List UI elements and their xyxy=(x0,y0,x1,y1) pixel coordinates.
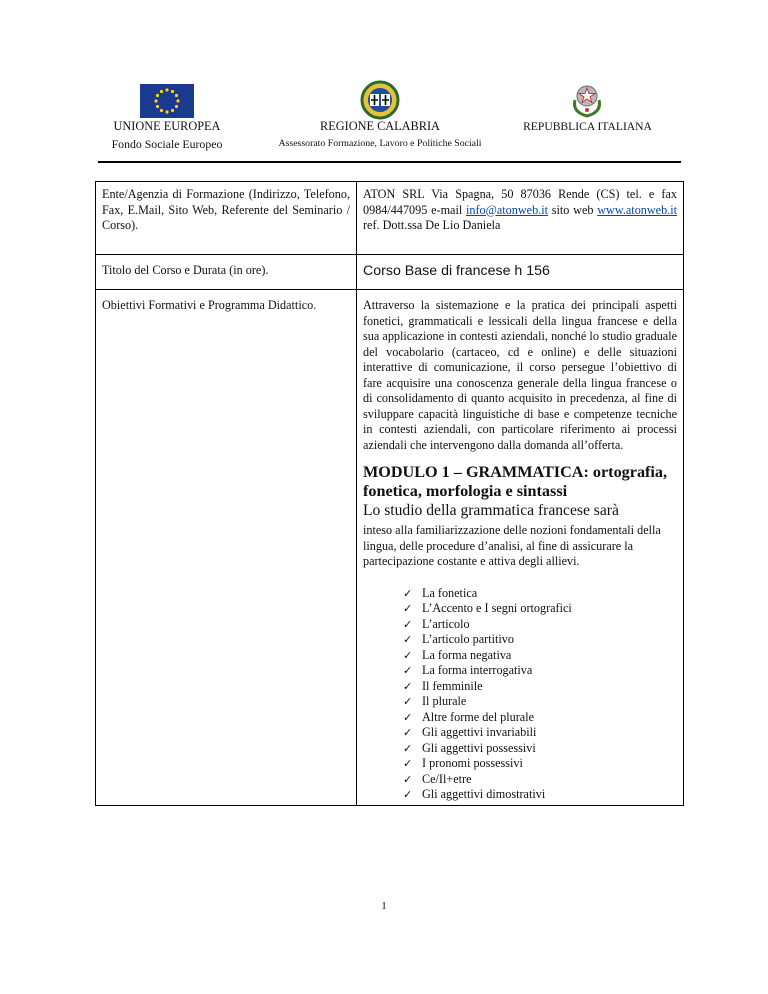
course-title-value xyxy=(357,255,684,290)
checkmark-icon: ✓ xyxy=(403,695,413,708)
topic-label: Gli aggettivi dimostrativi xyxy=(422,787,546,801)
table-row xyxy=(96,290,684,806)
table-row xyxy=(96,182,684,255)
region-caption xyxy=(240,119,520,150)
objectives-label: Obiettivi Formativi e Programma Didattico. xyxy=(96,290,357,806)
italy-caption-line1: REPUBBLICA ITALIANA xyxy=(523,120,652,133)
topic-label: L’Accento e I segni ortografici xyxy=(422,601,572,615)
checkmark-icon: ✓ xyxy=(403,772,413,786)
checkmark-icon: ✓ xyxy=(403,741,413,755)
topic-label: Gli aggettivi invariabili xyxy=(422,725,537,739)
topic-label: I pronomi possessivi xyxy=(422,756,523,770)
repubblica-italiana-emblem xyxy=(570,80,604,118)
checkmark-icon: ✓ xyxy=(403,788,413,801)
topic-label: La fonetica xyxy=(422,585,478,600)
page-number: 1 xyxy=(381,900,387,912)
topic-label: L’articolo partitivo xyxy=(422,632,514,646)
module-title: MODULO 1 – GRAMMATICA: ortografia, fonetica, morfologia e sintassi xyxy=(363,463,668,500)
topic-label: Ce/Il+etre xyxy=(422,771,472,786)
email-link[interactable]: info@atonweb.it xyxy=(466,202,548,217)
topic-label: Il femminile xyxy=(422,678,483,693)
website-link[interactable]: www.atonweb.it xyxy=(597,202,677,217)
agency-address-text: ATON SRL Via Spagna, 50 87036 Rende (CS) tel. e fax 0984/447095 e-mail xyxy=(363,187,677,217)
topic-label: Gli aggettivi possessivi xyxy=(422,740,536,755)
table-row xyxy=(96,255,684,290)
list-item xyxy=(403,787,677,803)
list-item xyxy=(403,617,677,633)
checkmark-icon: ✓ xyxy=(403,710,413,724)
objectives-intro: Attraverso la sistemazione e la pratica dei principali aspetti fonetici, grammaticali e lessicali della lingua francese e della sua applicazione in contesti aziendali, nonché lo studio graduale del vocabolario (cartaceo, cd e online) e delle situazioni interattive di comunicazione, il corso persegue l’obiettivo di fare acquisire una conoscenza generale della lingua francese o di consolidamento di quanto acquisito in precedenza, al fine di sviluppare capacità linguistiche di base e competenze tecniche in contesti aziendali, con particolare riferimento ai processi aziendali che intervengono dalla domanda all’offerta. xyxy=(363,298,677,452)
checkmark-icon: ✓ xyxy=(403,757,413,770)
topic-label: Altre forme del plurale xyxy=(422,709,535,724)
eu-caption-line1: UNIONE EUROPEA xyxy=(113,119,221,133)
header-divider xyxy=(98,161,681,163)
eu-caption xyxy=(93,119,241,152)
module-subtitle: Lo studio della grammatica francese sarà xyxy=(363,502,619,519)
checkmark-icon: ✓ xyxy=(403,602,413,615)
regione-calabria-logo xyxy=(360,80,400,120)
region-caption-line2: Assessorato Formazione, Lavoro e Politiche Sociali xyxy=(278,138,482,149)
agency-site-prefix: sito web xyxy=(547,202,598,217)
eu-flag-logo xyxy=(140,84,194,118)
objectives-value xyxy=(357,290,684,806)
checkmark-icon: ✓ xyxy=(403,679,413,693)
list-item xyxy=(403,663,677,679)
italy-caption xyxy=(510,119,665,134)
region-caption-line1: REGIONE CALABRIA xyxy=(320,119,440,133)
eu-caption-line2: Fondo Sociale Europeo xyxy=(111,137,223,151)
agency-value xyxy=(357,182,684,255)
course-title-text: Corso Base di francese h 156 xyxy=(363,263,550,279)
checkmark-icon: ✓ xyxy=(403,664,413,677)
topic-label: La forma negativa xyxy=(422,647,512,662)
list-item xyxy=(403,586,677,602)
course-info-table xyxy=(95,181,684,806)
module-description: inteso alla familiarizzazione delle nozioni fondamentali della lingua, delle procedure d’analisi, al fine di assicurare la partecipazione costante e attiva degli allievi. xyxy=(363,523,661,568)
topic-label: L’articolo xyxy=(422,616,470,631)
list-item xyxy=(403,632,677,648)
checkmark-icon: ✓ xyxy=(403,633,413,646)
list-item xyxy=(403,601,677,617)
list-item xyxy=(403,710,677,726)
agency-label: Ente/Agenzia di Formazione (Indirizzo, Telefono, Fax, E.Mail, Sito Web, Referente del Seminario / Corso). xyxy=(96,182,357,255)
list-item xyxy=(403,725,677,741)
checkmark-icon: ✓ xyxy=(403,617,413,631)
topic-label: Il plurale xyxy=(422,694,467,708)
course-title-label: Titolo del Corso e Durata (in ore). xyxy=(96,255,357,290)
list-item xyxy=(403,648,677,664)
list-item xyxy=(403,772,677,788)
list-item xyxy=(403,679,677,695)
agency-referent-text: ref. Dott.ssa De Lio Daniela xyxy=(363,218,501,232)
list-item xyxy=(403,694,677,710)
list-item xyxy=(403,756,677,772)
checkmark-icon: ✓ xyxy=(403,648,413,662)
list-item xyxy=(403,741,677,757)
topics-list xyxy=(403,586,677,803)
checkmark-icon: ✓ xyxy=(403,586,413,600)
topic-label: La forma interrogativa xyxy=(422,663,533,677)
checkmark-icon: ✓ xyxy=(403,726,413,739)
